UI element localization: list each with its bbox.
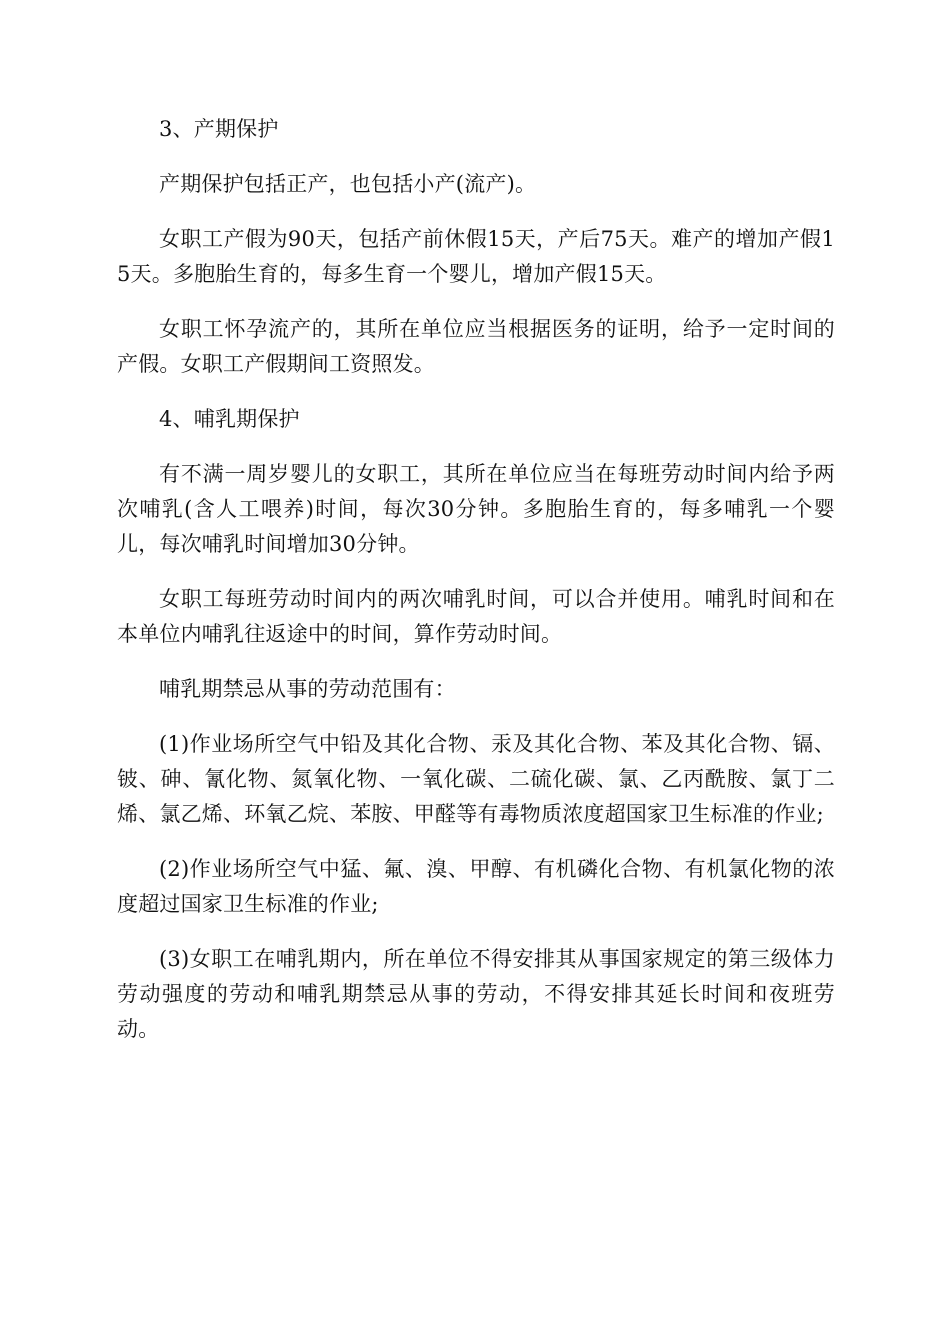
section-heading-postpartum: 3、产期保护: [159, 117, 279, 141]
list-item: (2)作业场所空气中猛、氟、溴、甲醇、有机磷化合物、有机氯化物的浓度超过国家卫生标准的作业;: [117, 857, 835, 916]
paragraph: 产期保护包括正产，也包括小产(流产)。: [159, 172, 537, 196]
paragraph: 女职工每班劳动时间内的两次哺乳时间，可以合并使用。哺乳时间和在本单位内哺乳往返途中的时间，算作劳动时间。: [117, 587, 835, 646]
paragraph: 哺乳期禁忌从事的劳动范围有：: [159, 677, 456, 701]
paragraph: 女职工怀孕流产的，其所在单位应当根据医务的证明，给予一定时间的产假。女职工产假期间工资照发。: [117, 317, 835, 376]
paragraph: 女职工产假为90天，包括产前休假15天，产后75天。难产的增加产假15天。多胞胎生育的，每多生育一个婴儿，增加产假15天。: [117, 227, 835, 286]
list-item: (3)女职工在哺乳期内，所在单位不得安排其从事国家规定的第三级体力劳动强度的劳动和哺乳期禁忌从事的劳动，不得安排其延长时间和夜班劳动。: [117, 947, 835, 1041]
paragraph: 有不满一周岁婴儿的女职工，其所在单位应当在每班劳动时间内给予两次哺乳(含人工喂养)时间，每次30分钟。多胞胎生育的，每多哺乳一个婴儿，每次哺乳时间增加30分钟。: [117, 462, 835, 556]
list-item: (1)作业场所空气中铅及其化合物、汞及其化合物、苯及其化合物、镉、铍、砷、氰化物、氮氧化物、一氧化碳、二硫化碳、氯、乙丙酰胺、氯丁二烯、氯乙烯、环氧乙烷、苯胺、甲醛等有毒物质浓度超国家卫生标准的作业;: [117, 732, 835, 826]
section-heading-lactation: 4、哺乳期保护: [159, 407, 300, 431]
document-body: [117, 112, 835, 1067]
